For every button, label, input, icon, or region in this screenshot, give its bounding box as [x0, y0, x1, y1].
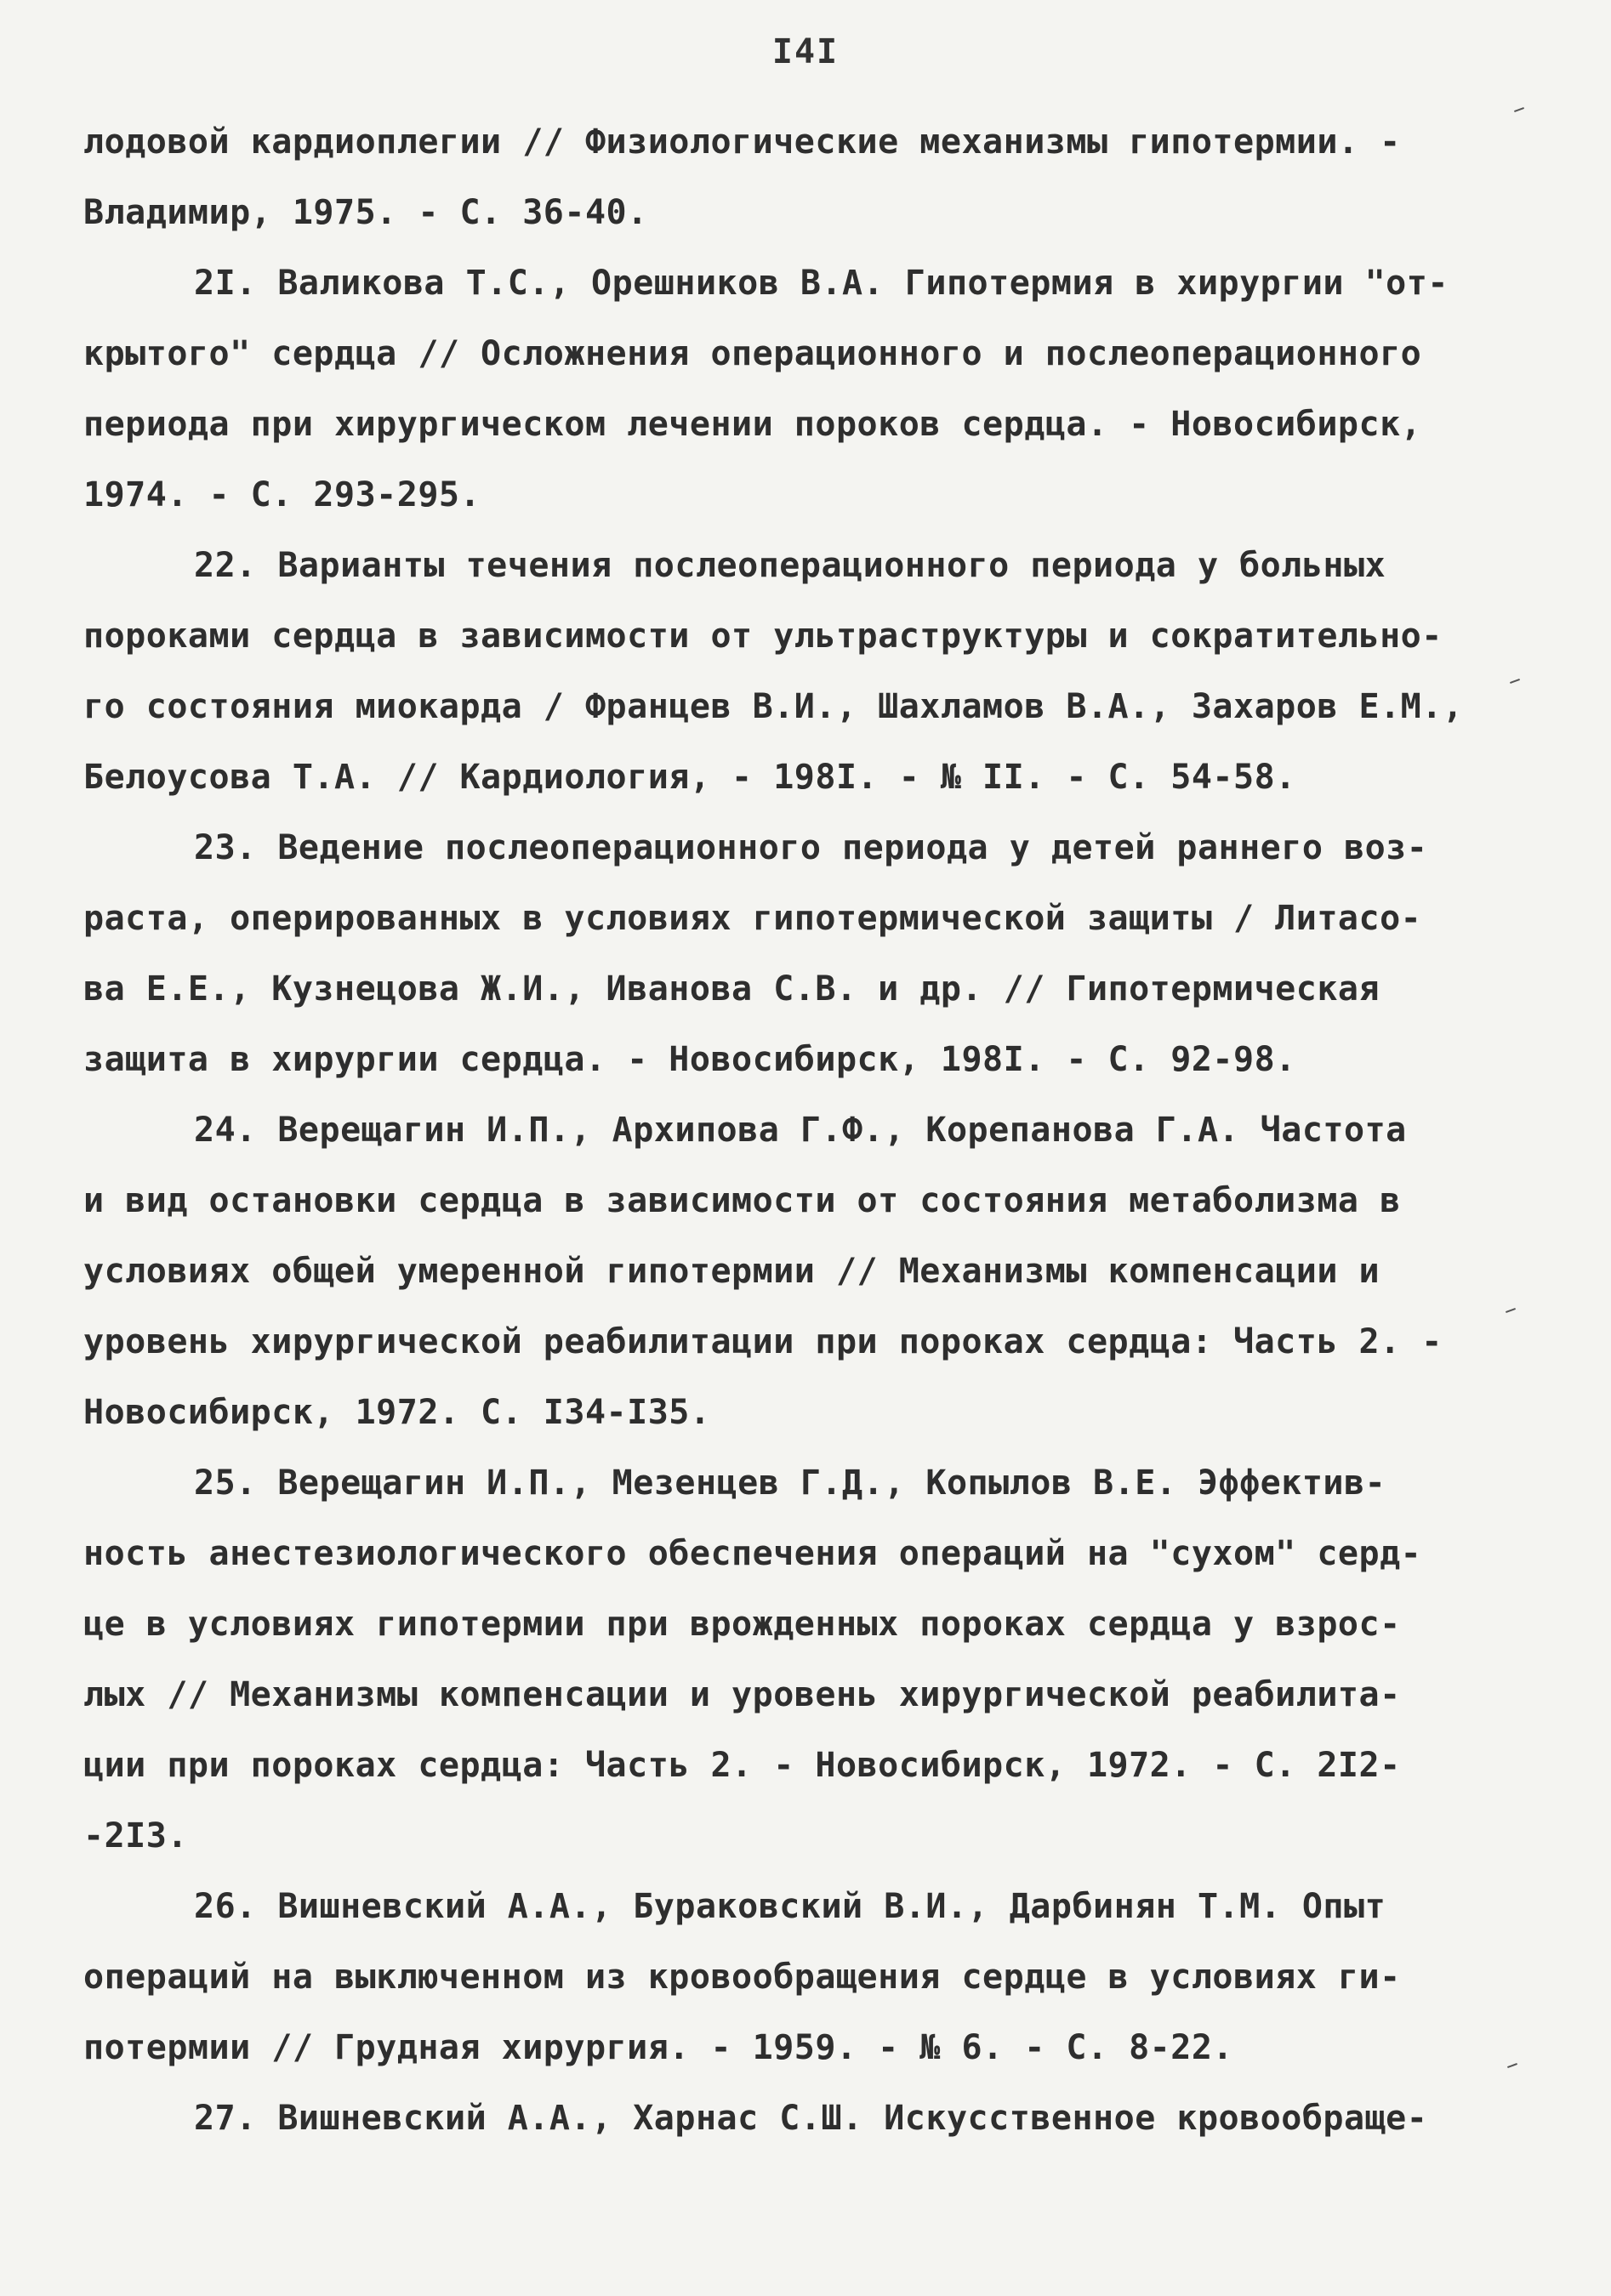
text-line: потермии // Грудная хирургия. - 1959. - № 6. - С. 8-22.: [83, 2028, 1234, 2067]
text-line: Новосибирск, 1972. С. I34-I35.: [83, 1393, 711, 1432]
text-line: раста, оперированных в условиях гипотермической защиты / Литасо-: [83, 899, 1422, 938]
text-line: и вид остановки сердца в зависимости от состояния метаболизма в: [83, 1181, 1401, 1220]
text-line: операций на выключенном из кровообращения сердце в условиях ги-: [83, 1958, 1401, 1997]
text-line: крытого" сердца // Осложнения операционного и послеоперационного: [83, 334, 1422, 373]
page-number: I4I: [771, 32, 840, 71]
text-line: уровень хирургической реабилитации при пороках сердца: Часть 2. -: [83, 1322, 1443, 1361]
reference-26-start: 26. Вишневский А.А., Бураковский В.И., Дарбинян Т.М. Опыт: [194, 1887, 1386, 1926]
scan-mark: [1510, 679, 1520, 684]
text-line: це в условиях гипотермии при врожденных пороках сердца у взрос-: [83, 1605, 1401, 1644]
text-line: -2I3.: [83, 1816, 188, 1856]
text-line: Белоусова Т.А. // Кардиология, - 198I. - № II. - С. 54-58.: [83, 758, 1296, 797]
text-line: ва Е.Е., Кузнецова Ж.И., Иванова С.В. и др. // Гипотермическая: [83, 969, 1380, 1009]
reference-23-start: 23. Ведение послеоперационного периода у детей раннего воз-: [194, 828, 1428, 867]
reference-21-start: 2I. Валикова Т.С., Орешников В.А. Гипотермия в хирургии "от-: [194, 264, 1449, 303]
scan-mark: [1507, 2063, 1517, 2068]
text-line: ность анестезиологического обеспечения операций на "сухом" серд-: [83, 1534, 1422, 1573]
text-line: лых // Механизмы компенсации и уровень хирургической реабилита-: [83, 1675, 1401, 1714]
text-line: условиях общей умеренной гипотермии // Механизмы компенсации и: [83, 1252, 1380, 1291]
scan-mark: [1514, 107, 1524, 112]
text-line: периода при хирургическом лечении пороков сердца. - Новосибирск,: [83, 405, 1422, 444]
reference-24-start: 24. Верещагин И.П., Архипова Г.Ф., Корепанова Г.А. Частота: [194, 1111, 1407, 1150]
text-line: ции при пороках сердца: Часть 2. - Новосибирск, 1972. - С. 2I2-: [83, 1746, 1401, 1785]
text-line: го состояния миокарда / Францев В.И., Шахламов В.А., Захаров Е.М.,: [83, 687, 1464, 726]
scan-mark: [1506, 1308, 1516, 1313]
text-line: пороками сердца в зависимости от ультраструктуры и сократительно-: [83, 617, 1443, 656]
text-line: 1974. - С. 293-295.: [83, 475, 481, 514]
text-line: лодовой кардиоплегии // Физиологические механизмы гипотермии. -: [83, 122, 1401, 162]
reference-27-start: 27. Вишневский А.А., Харнас С.Ш. Искусственное кровообраще-: [194, 2099, 1428, 2138]
reference-25-start: 25. Верещагин И.П., Мезенцев Г.Д., Копылов В.Е. Эффектив-: [194, 1463, 1386, 1503]
text-line: защита в хирургии сердца. - Новосибирск, 198I. - С. 92-98.: [83, 1040, 1296, 1079]
text-line: Владимир, 1975. - С. 36-40.: [83, 193, 648, 232]
reference-22-start: 22. Варианты течения послеоперационного периода у больных: [194, 546, 1386, 585]
